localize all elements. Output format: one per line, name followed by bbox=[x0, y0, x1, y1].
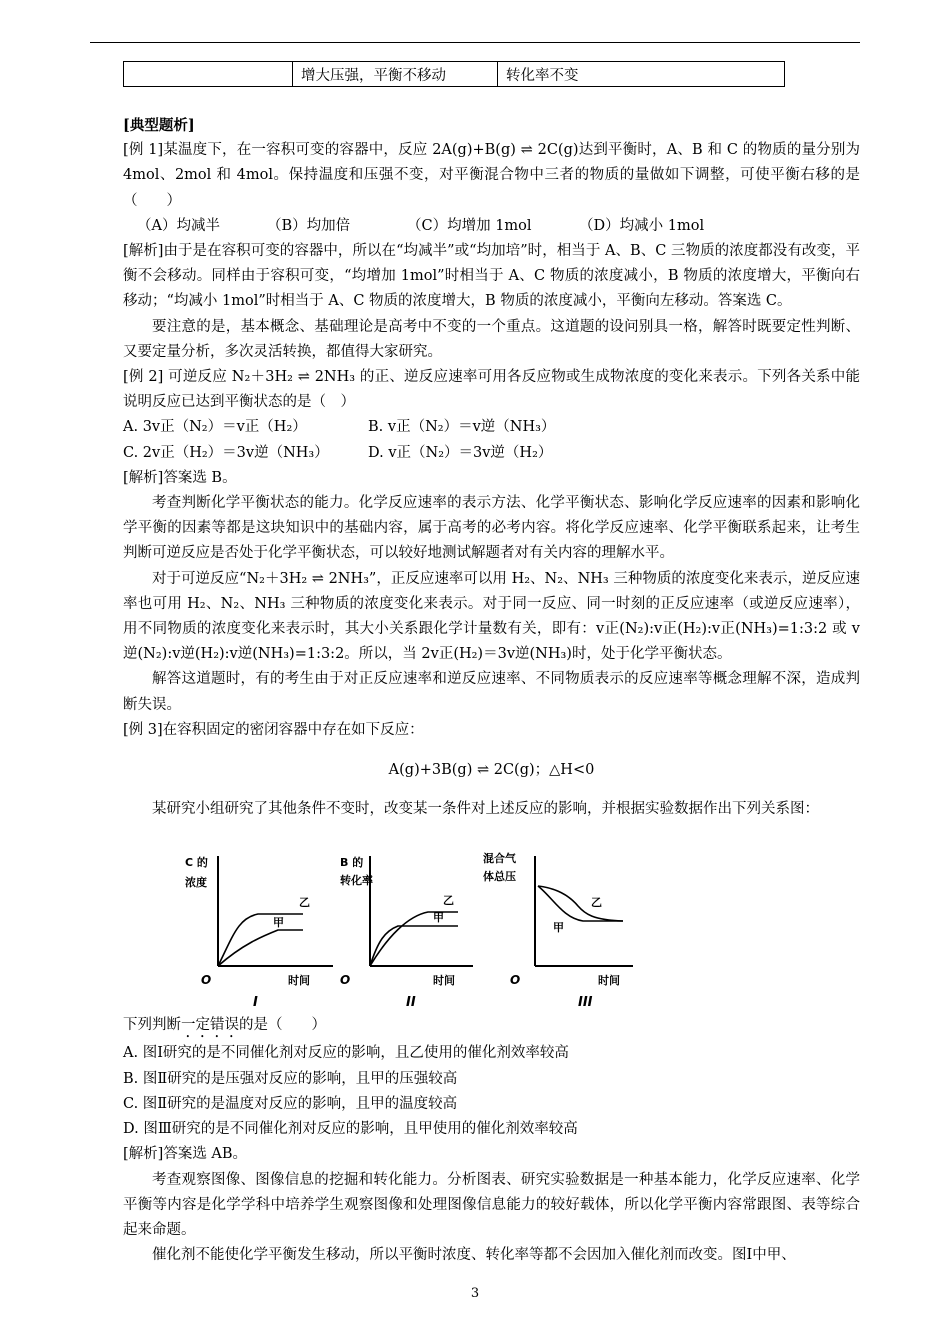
ex3-paragraph: 考查观察图像、图像信息的挖掘和转化能力。分析图表、研究实验数据是一种基本能力，化学反应速率、化学平衡等内容是化学学科中培养学生观察图像和处理图像信息能力的较好载体，所以化学平衡内容常跟图、表等综合起来命题。 bbox=[123, 1171, 860, 1238]
ex1-question: [例 1]某温度下，在一容积可变的容器中，反应 2A(g)+B(g) ⇌ 2C(g)达到平衡时，A、B 和 C 的物质的量分别为 4mol、2mol 和 4mol。保持温度和压强不变，对平衡混合物中三者的物质的量做如下调整，可使平衡右移的是（ ） bbox=[123, 142, 860, 209]
graph-1 bbox=[185, 855, 333, 1010]
option: C. 图Ⅱ研究的是温度对反应的影响，且甲的温度较高 bbox=[123, 1095, 458, 1112]
ex3-question: [例 3]在容积固定的密闭容器中存在如下反应： bbox=[123, 721, 424, 738]
table-cell: 转化率不变 bbox=[498, 62, 785, 87]
x-label: 时间 bbox=[598, 974, 620, 988]
summary-table bbox=[123, 61, 785, 87]
curve-label: 乙 bbox=[443, 894, 454, 908]
curve-label: 乙 bbox=[591, 896, 602, 910]
ex2-paragraph: 考查判断化学平衡状态的能力。化学反应速率的表示方法、化学平衡状态、影响化学反应速率的因素和影响化学平衡的因素等都是这块知识中的基础内容，属于高考的必考内容。将化学反应速率、化学平衡联系起来，让考生判断可逆反应是否处于化学平衡状态，可以较好地测试解题者对有关内容的理解水平。 bbox=[123, 495, 860, 562]
graph-figure-row bbox=[123, 826, 860, 1011]
origin-label: O bbox=[510, 973, 521, 988]
curve-yi bbox=[370, 912, 458, 966]
y-label: 体总压 bbox=[483, 870, 516, 884]
ex2-paragraph: 对于可逆反应“N₂＋3H₂ ⇌ 2NH₃”，正反应速率可以用 H₂、N₂、NH₃ 三种物质的浓度变化来表示，逆反应速率也可用 H₂、N₂、NH₃ 三种物质的浓度变化来表示。对于同一反应、同一时刻的正反应速率（或逆反应速率），用不同物质的浓度变化来表示时，其大小关系跟化学计量数有关，即有：v正(N₂):v正(H₂):v正(NH₃)=1:3:2 或 v逆(N₂):v逆(H₂):v逆(NH₃)=1:3:2。所以，当 2v正(H₂)＝3v逆(NH₃)时，处于化学平衡状态。 bbox=[123, 570, 860, 663]
table-row bbox=[124, 62, 785, 87]
graph-3 bbox=[483, 851, 633, 1010]
option: A. 3v正（N₂）＝v正（H₂） bbox=[123, 419, 307, 436]
ex1-options bbox=[123, 214, 860, 239]
table-cell bbox=[124, 62, 293, 87]
option: B. 图Ⅱ研究的是压强对反应的影响，且甲的压强较高 bbox=[123, 1070, 458, 1087]
ex2-options-row-1 bbox=[123, 415, 860, 440]
y-label: B 的 bbox=[340, 856, 364, 870]
curve-label: 乙 bbox=[299, 896, 310, 910]
curve-yi bbox=[218, 914, 303, 966]
stem-emphasis: 一定错误 bbox=[181, 1017, 239, 1034]
ex2-options-row-2 bbox=[123, 441, 860, 466]
page-number: 3 bbox=[470, 1286, 480, 1301]
option: （B）均加倍 bbox=[267, 217, 351, 234]
ex1-note: 要注意的是，基本概念、基础理论是高考中不变的一个重点。这道题的设问别具一格，解答时既要定性判断、又要定量分析，多次灵活转换，都值得大家研究。 bbox=[123, 318, 860, 360]
option: A. 图Ⅰ研究的是不同催化剂对反应的影响，且乙使用的催化剂效率较高 bbox=[123, 1045, 569, 1062]
ex2-paragraph: 解答这道题时，有的考生由于对正反应速率和逆反应速率、不同物质表示的反应速率等概念理解不深，造成判断失误。 bbox=[123, 671, 860, 713]
figure-caption: I bbox=[253, 995, 258, 1011]
document-body bbox=[123, 113, 860, 1268]
curve-jia bbox=[218, 930, 303, 966]
y-label: C 的 bbox=[185, 856, 208, 870]
ex2-question: [例 2] 可逆反应 N₂＋3H₂ ⇌ 2NH₃ 的正、逆反应速率可用各反应物或生成物浓度的变化来表示。下列各关系中能说明反应已达到平衡状态的是（ ） bbox=[123, 369, 860, 411]
table-cell: 增大压强，平衡不移动 bbox=[293, 62, 498, 87]
x-label: 时间 bbox=[433, 974, 455, 988]
option: C. 2v正（H₂）＝3v逆（NH₃） bbox=[123, 444, 329, 461]
option: B. v正（N₂）＝v逆（NH₃） bbox=[368, 419, 556, 436]
ex3-stem bbox=[123, 1013, 860, 1041]
section-title: [典型题析] bbox=[123, 117, 195, 134]
figure-caption: III bbox=[578, 995, 593, 1011]
y-label: 转化率 bbox=[340, 874, 373, 888]
option: （C）均增加 1mol bbox=[407, 217, 532, 234]
reaction-equation: A(g)+3B(g) ⇌ 2C(g)；△H<0 bbox=[388, 761, 595, 778]
curve-label: 甲 bbox=[433, 911, 444, 925]
x-label: 时间 bbox=[288, 974, 310, 988]
y-label: 浓度 bbox=[185, 876, 207, 890]
option: （A）均减半 bbox=[137, 217, 220, 234]
curve-label: 甲 bbox=[553, 921, 564, 935]
graphs bbox=[123, 826, 860, 1011]
origin-label: O bbox=[340, 973, 351, 988]
figure-caption: II bbox=[406, 995, 416, 1011]
graph-2 bbox=[340, 855, 473, 1010]
curve-jia bbox=[538, 886, 623, 921]
option: D. 图Ⅲ研究的是不同催化剂对反应的影响，且甲使用的催化剂效率较高 bbox=[123, 1121, 578, 1138]
ex3-analysis: [解析]答案选 AB。 bbox=[123, 1146, 248, 1163]
curve-label: 甲 bbox=[273, 916, 284, 930]
origin-label: O bbox=[201, 973, 212, 988]
option: D. v正（N₂）＝3v逆（H₂） bbox=[368, 444, 553, 461]
stem-text: 的是（ ） bbox=[239, 1017, 326, 1034]
curve-yi bbox=[538, 886, 623, 921]
y-label: 混合气 bbox=[483, 852, 516, 866]
option: （D）均减小 1mol bbox=[579, 217, 705, 234]
stem-text: 下列判断 bbox=[123, 1017, 181, 1034]
ex3-paragraph: 催化剂不能使化学平衡发生移动，所以平衡时浓度、转化率等都不会因加入催化剂而改变。图Ⅰ中甲、 bbox=[152, 1247, 796, 1264]
header-rule bbox=[90, 42, 860, 43]
ex2-analysis: [解析]答案选 B。 bbox=[123, 469, 237, 486]
ex3-intro: 某研究小组研究了其他条件不变时，改变某一条件对上述反应的影响，并根据实验数据作出下列关系图： bbox=[152, 801, 819, 818]
ex1-analysis: [解析]由于是在容积可变的容器中，所以在“均减半”或“均加培”时，相当于 A、B、C 三物质的浓度都没有改变，平衡不会移动。同样由于容积可变，“均增加 1mol”时相当于 A、C 物质的浓度减小，B 物质的浓度增大，平衡向右移动；“均减小 1mol”时相当于 A、C 物质的浓度增大，B 物质的浓度减小，平衡向左移动。答案选 C。 bbox=[123, 243, 860, 310]
